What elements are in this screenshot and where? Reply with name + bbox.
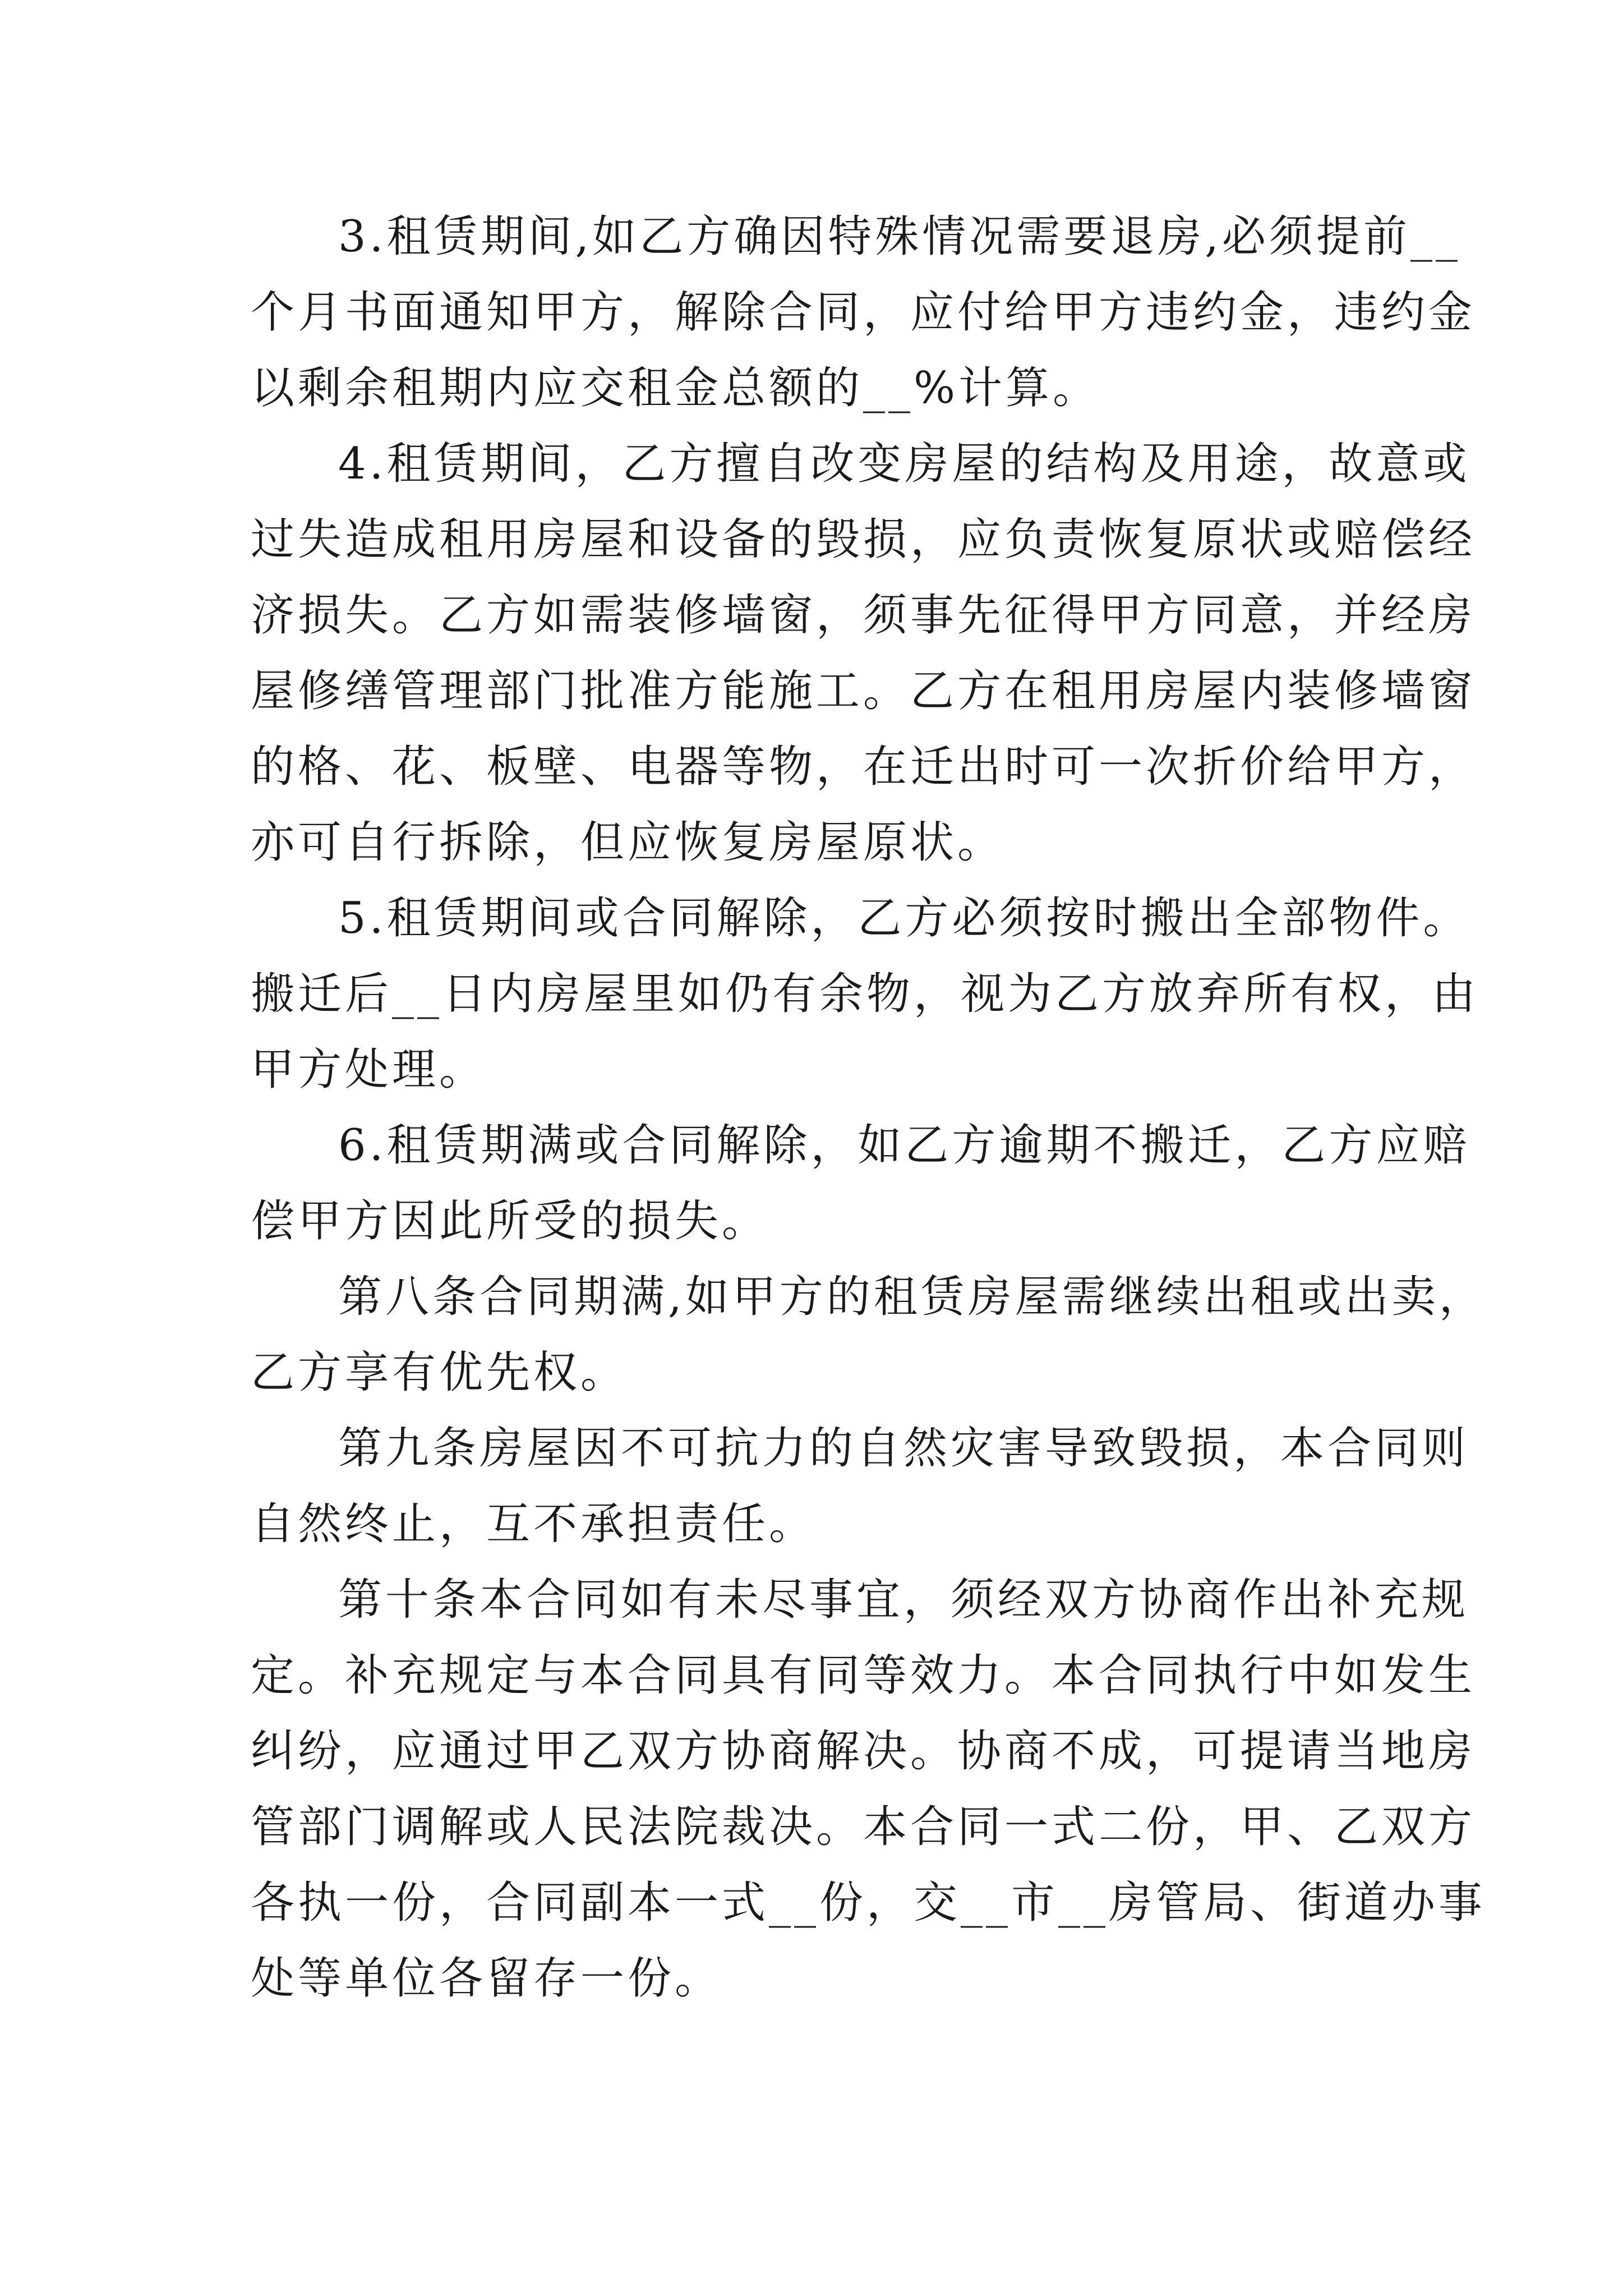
paragraph-line: 3.租赁期间,如乙方确因特殊情况需要退房,必须提前__ xyxy=(338,211,1461,262)
paragraph-line: 处等单位各留存一份。 xyxy=(251,1953,722,2004)
paragraph-line: 6.租赁期满或合同解除，如乙方逾期不搬迁，乙方应赔 xyxy=(338,1120,1470,1171)
paragraph-line: 亦可自行拆除，但应恢复房屋原状。 xyxy=(251,817,1005,868)
article-10-paragraph xyxy=(251,1562,1486,2017)
paragraph-line: 第九条房屋因不可抗力的自然灾害导致毁损，本合同则 xyxy=(338,1423,1469,1474)
paragraph-line: 甲方处理。 xyxy=(251,1045,487,1095)
paragraph-line: 搬迁后__日内房屋里如仍有余物，视为乙方放弃所有权，由 xyxy=(251,969,1479,1019)
paragraph-line: 过失造成租用房屋和设备的毁损，应负责恢复原状或赔偿经 xyxy=(251,514,1476,565)
paragraph-line: 屋修缮管理部门批准方能施工。乙方在租用房屋内装修墙窗 xyxy=(251,666,1476,716)
paragraph-line: 定。补充规定与本合同具有同等效力。本合同执行中如发生 xyxy=(251,1650,1476,1701)
clause-5-paragraph xyxy=(251,881,1479,1108)
paragraph-line: 4.租赁期间，乙方擅自改变房屋的结构及用途，故意或 xyxy=(338,439,1470,489)
paragraph-line: 济损失。乙方如需装修墙窗，须事先征得甲方同意，并经房 xyxy=(251,590,1476,641)
article-9-paragraph xyxy=(251,1411,1469,1562)
clause-6-paragraph xyxy=(251,1108,1470,1259)
contract-text xyxy=(251,199,1486,2017)
paragraph-line: 纠纷，应通过甲乙双方协商解决。协商不成，可提请当地房 xyxy=(251,1726,1476,1777)
paragraph-line: 个月书面通知甲方，解除合同，应付给甲方违约金，违约金 xyxy=(251,287,1476,338)
paragraph-line: 自然终止，互不承担责任。 xyxy=(251,1499,817,1549)
paragraph-line: 偿甲方因此所受的损失。 xyxy=(251,1196,769,1246)
paragraph-line: 以剩余租期内应交租金总额的__%计算。 xyxy=(251,363,1100,413)
paragraph-line: 第十条本合同如有未尽事宜，须经双方协商作出补充规 xyxy=(338,1575,1469,1625)
paragraph-line: 乙方享有优先权。 xyxy=(251,1347,628,1398)
paragraph-line: 各执一份，合同副本一式__份，交__市__房管局、街道办事 xyxy=(251,1878,1486,1928)
clause-4-paragraph xyxy=(251,426,1476,881)
paragraph-line: 的格、花、板壁、电器等物，在迁出时可一次折价给甲方， xyxy=(251,742,1476,792)
article-8-paragraph xyxy=(251,1259,1486,1411)
paragraph-line: 5.租赁期间或合同解除，乙方必须按时搬出全部物件。 xyxy=(338,893,1470,944)
clause-3-paragraph xyxy=(251,199,1476,426)
paragraph-line: 第八条合同期满,如甲方的租赁房屋需继续出租或出卖， xyxy=(338,1272,1486,1322)
paragraph-line: 管部门调解或人民法院裁决。本合同一式二份，甲、乙双方 xyxy=(251,1802,1476,1852)
